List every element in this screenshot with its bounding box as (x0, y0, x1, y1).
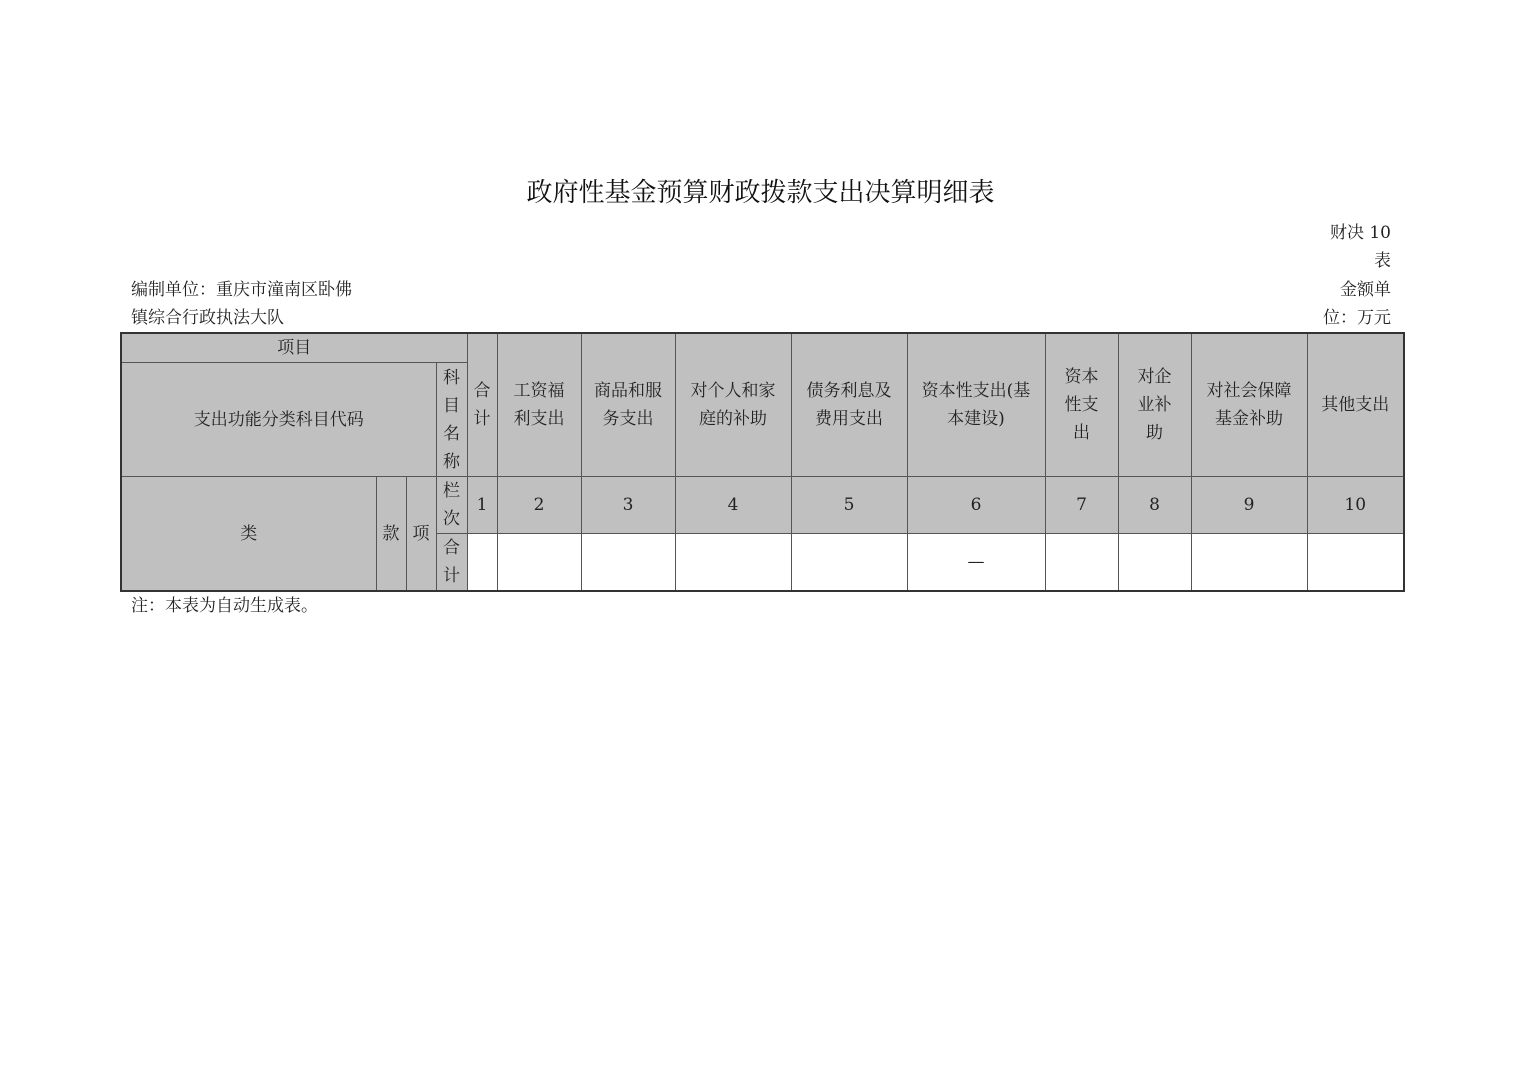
header-col-7: 对企 业补 助 (1118, 333, 1191, 477)
col-number: 1 (467, 477, 497, 534)
header-col-1: 工资福 利支出 (497, 333, 581, 477)
header-subject-name: 科 目 名 称 (436, 363, 467, 477)
amount-unit-line1: 金额单 (1340, 280, 1391, 300)
col-number: 10 (1307, 477, 1404, 534)
total-cell (581, 534, 675, 592)
total-cell (1191, 534, 1307, 592)
table-note: 注：本表为自动生成表。 (131, 596, 318, 616)
total-cell (675, 534, 791, 592)
compiling-unit-line1: 编制单位：重庆市潼南区卧佛 (131, 280, 352, 300)
header-col-3: 对个人和家 庭的补助 (675, 333, 791, 477)
col-number: 8 (1118, 477, 1191, 534)
form-code (1330, 219, 1391, 275)
col-number: 9 (1191, 477, 1307, 534)
amount-unit-line2: 位：万元 (1323, 308, 1391, 328)
total-cell (497, 534, 581, 592)
header-col-8: 对社会保障 基金补助 (1191, 333, 1307, 477)
total-cell (791, 534, 907, 592)
header-col-6: 资本 性支 出 (1045, 333, 1118, 477)
col-lanci: 栏 次 (436, 477, 467, 534)
compiling-unit-line2: 镇综合行政执法大队 (131, 308, 284, 328)
header-total: 合 计 (467, 333, 497, 477)
col-number: 5 (791, 477, 907, 534)
col-number: 6 (907, 477, 1045, 534)
compiling-unit (131, 276, 352, 332)
header-function-code: 支出功能分类科目代码 (121, 363, 436, 477)
total-cell (1118, 534, 1191, 592)
col-kuan: 款 (376, 477, 406, 592)
header-col-9: 其他支出 (1307, 333, 1404, 477)
col-number: 7 (1045, 477, 1118, 534)
col-lei: 类 (121, 477, 376, 592)
amount-unit (1323, 276, 1391, 332)
col-number: 2 (497, 477, 581, 534)
header-col-4: 债务利息及 费用支出 (791, 333, 907, 477)
total-cell (467, 534, 497, 592)
col-xiang: 项 (406, 477, 436, 592)
expenditure-table (120, 332, 1405, 592)
form-code-line1: 财决 10 (1329, 223, 1391, 243)
header-col-5: 资本性支出(基 本建设) (907, 333, 1045, 477)
total-cell: — (907, 534, 1045, 592)
header-col-2: 商品和服 务支出 (581, 333, 675, 477)
total-cell (1307, 534, 1404, 592)
form-code-line2: 表 (1374, 251, 1391, 271)
col-number: 3 (581, 477, 675, 534)
row-total-label: 合 计 (436, 534, 467, 592)
header-item: 项目 (121, 333, 467, 363)
col-number: 4 (675, 477, 791, 534)
total-cell (1045, 534, 1118, 592)
page-title: 政府性基金预算财政拨款支出决算明细表 (526, 178, 995, 208)
